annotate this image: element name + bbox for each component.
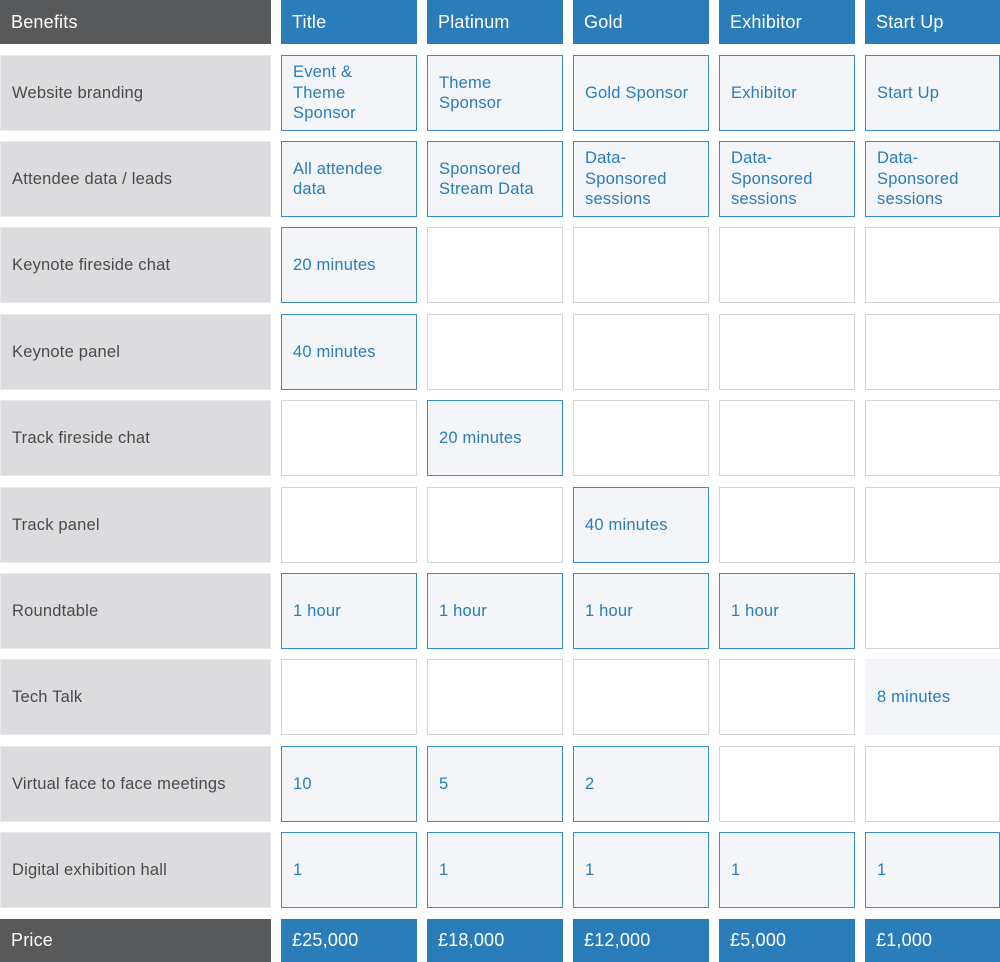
table-cell — [427, 746, 563, 822]
table-cell — [573, 400, 709, 476]
cell-text: £5,000 — [730, 930, 787, 951]
cell-text: Start Up — [877, 83, 940, 102]
table-cell — [719, 227, 855, 303]
table-cell — [719, 573, 855, 649]
row-label — [0, 487, 271, 563]
table-cell — [865, 227, 1000, 303]
table-cell — [427, 573, 563, 649]
cell-text: 40 minutes — [293, 342, 376, 361]
cell-text: Platinum — [438, 11, 510, 32]
cell-text: 1 — [731, 860, 741, 879]
row-label — [0, 227, 271, 303]
header-tier-start-up — [865, 0, 1000, 44]
cell-text: 20 minutes — [439, 428, 522, 447]
cell-text: 10 — [293, 774, 312, 793]
cell-text: £12,000 — [584, 930, 651, 951]
table-cell — [865, 314, 1000, 390]
table-cell — [719, 832, 855, 908]
row-label — [0, 832, 271, 908]
table-cell — [427, 141, 563, 217]
table-cell — [281, 400, 417, 476]
cell-text: 1 — [877, 860, 887, 879]
row-label — [0, 314, 271, 390]
cell-text: 8 minutes — [877, 687, 951, 706]
cell-text: £18,000 — [438, 930, 505, 951]
table-cell — [719, 487, 855, 563]
price-value — [573, 919, 709, 962]
cell-text: 1 hour — [585, 601, 633, 620]
table-cell — [573, 832, 709, 908]
cell-text: 5 — [439, 774, 449, 793]
cell-text: Title — [292, 11, 327, 32]
cell-text: Website branding — [12, 83, 144, 102]
table-cell — [427, 400, 563, 476]
table-cell — [865, 55, 1000, 131]
cell-text: Digital exhibition hall — [12, 860, 168, 879]
table-cell — [427, 55, 563, 131]
table-cell — [865, 659, 1000, 735]
table-cell — [719, 314, 855, 390]
table-cell — [427, 314, 563, 390]
cell-text: 1 — [293, 860, 303, 879]
cell-text: Price — [11, 930, 54, 951]
cell-text: Exhibitor — [731, 83, 797, 102]
price-value — [719, 919, 855, 962]
table-cell — [573, 573, 709, 649]
price-value — [427, 919, 563, 962]
cell-text: Event & Theme Sponsor — [293, 63, 356, 123]
row-label — [0, 55, 271, 131]
cell-text: 1 hour — [439, 601, 487, 620]
cell-text: £1,000 — [876, 930, 933, 951]
cell-text: 1 — [439, 860, 449, 879]
cell-text: Track fireside chat — [12, 428, 150, 447]
cell-text: 20 minutes — [293, 255, 376, 274]
cell-text: Keynote fireside chat — [12, 255, 171, 274]
cell-text: £25,000 — [292, 930, 359, 951]
table-cell — [573, 227, 709, 303]
table-cell — [281, 746, 417, 822]
cell-text: 1 hour — [731, 601, 779, 620]
cell-text: Gold — [584, 11, 623, 32]
row-label — [0, 400, 271, 476]
table-cell — [573, 55, 709, 131]
table-cell — [281, 659, 417, 735]
table-cell — [865, 573, 1000, 649]
cell-text: Data- Sponsored sessions — [585, 149, 667, 209]
cell-text: 2 — [585, 774, 595, 793]
cell-text: Roundtable — [12, 601, 99, 620]
table-cell — [719, 659, 855, 735]
table-cell — [281, 227, 417, 303]
cell-text: Tech Talk — [12, 687, 83, 706]
cell-text: Data- Sponsored sessions — [877, 149, 959, 209]
cell-text: 40 minutes — [585, 515, 668, 534]
header-tier-platinum — [427, 0, 563, 44]
cell-text: Track panel — [12, 515, 100, 534]
table-cell — [281, 314, 417, 390]
table-cell — [865, 400, 1000, 476]
table-cell — [865, 141, 1000, 217]
table-cell — [719, 746, 855, 822]
header-tier-gold — [573, 0, 709, 44]
header-tier-exhibitor — [719, 0, 855, 44]
cell-text: Exhibitor — [730, 11, 802, 32]
table-cell — [719, 55, 855, 131]
header-benefits — [0, 0, 271, 44]
cell-text: Sponsored Stream Data — [439, 159, 534, 198]
row-label — [0, 141, 271, 217]
cell-text: 1 hour — [293, 601, 341, 620]
price-value — [865, 919, 1000, 962]
table-cell — [719, 141, 855, 217]
table-cell — [427, 832, 563, 908]
cell-text: Keynote panel — [12, 342, 121, 361]
cell-text: Benefits — [11, 11, 78, 32]
table-cell — [281, 832, 417, 908]
row-label — [0, 573, 271, 649]
cell-text: Start Up — [876, 11, 944, 32]
table-cell — [573, 314, 709, 390]
cell-text: Gold Sponsor — [585, 83, 689, 102]
table-cell — [281, 487, 417, 563]
table-cell — [427, 659, 563, 735]
table-cell — [427, 227, 563, 303]
cell-text: Virtual face to face meetings — [12, 774, 226, 793]
cell-text: Theme Sponsor — [439, 73, 502, 112]
table-cell — [281, 55, 417, 131]
table-cell — [865, 487, 1000, 563]
table-cell — [573, 659, 709, 735]
table-cell — [573, 141, 709, 217]
table-cell — [427, 487, 563, 563]
cell-text: Attendee data / leads — [12, 169, 173, 188]
table-cell — [281, 141, 417, 217]
row-label — [0, 659, 271, 735]
table-cell — [573, 746, 709, 822]
cell-text: 1 — [585, 860, 595, 879]
table-cell — [865, 746, 1000, 822]
table-cell — [573, 487, 709, 563]
cell-text: All attendee data — [293, 159, 383, 198]
header-tier-title — [281, 0, 417, 44]
table-cell — [719, 400, 855, 476]
table-cell — [281, 573, 417, 649]
row-label — [0, 746, 271, 822]
table-cell — [865, 832, 1000, 908]
price-value — [281, 919, 417, 962]
price-label — [0, 919, 271, 962]
cell-text: Data- Sponsored sessions — [731, 149, 813, 209]
